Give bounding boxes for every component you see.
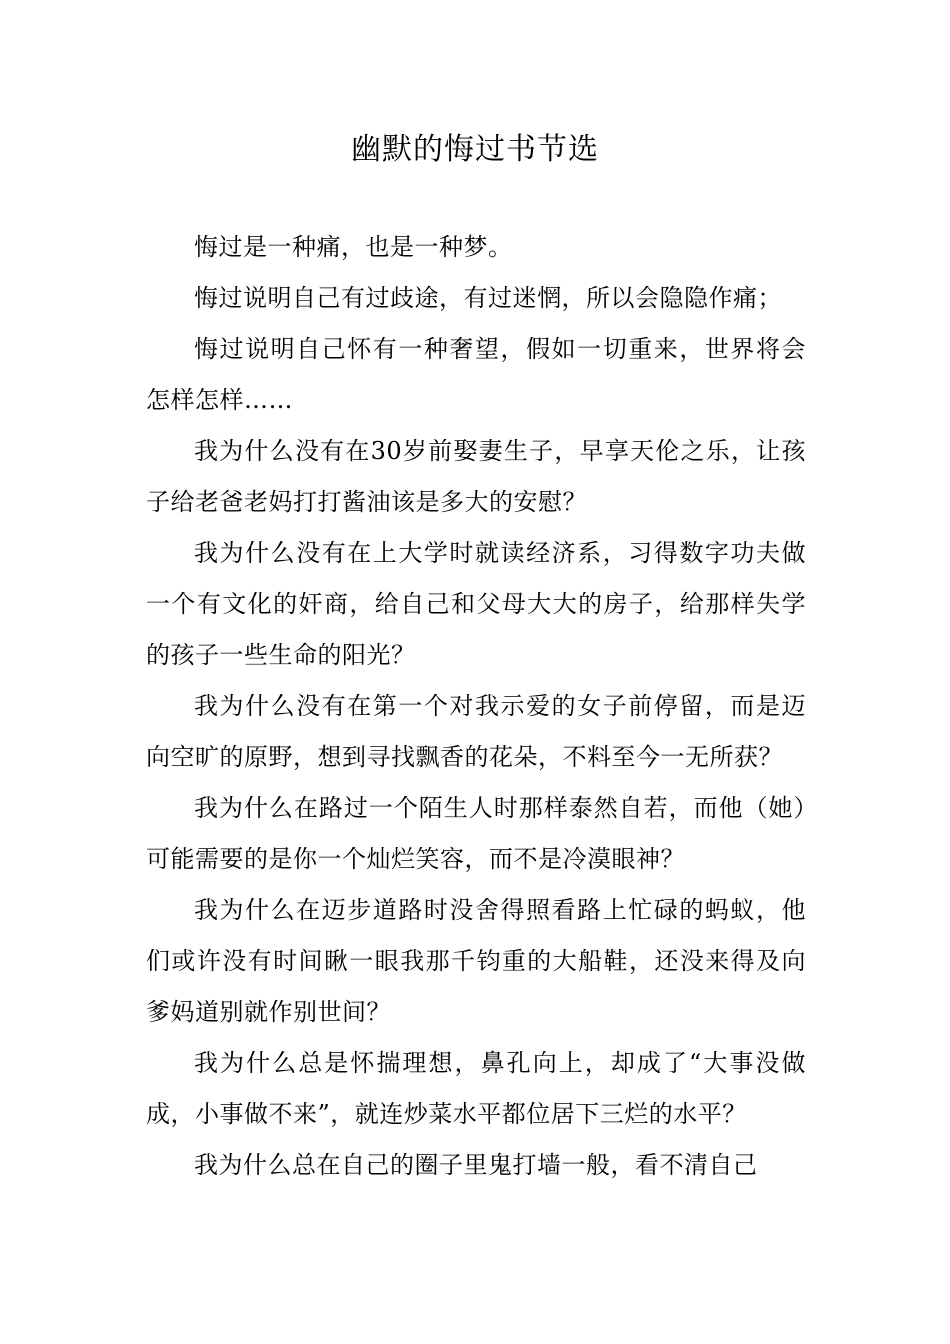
paragraph: 悔过是一种痛，也是一种梦。: [194, 233, 513, 261]
paragraph: 悔过说明自己有过歧途，有过迷惘，所以会隐隐作痛；: [194, 284, 782, 312]
paragraph: 我为什么在迈步道路时没舍得照看路上忙碌的蚂蚁，他们或许没有时间瞅一眼我那千钧重的大船鞋，还没来得及向爹妈道别就作别世间？: [146, 896, 806, 1026]
paragraph: 我为什么没有在上大学时就读经济系，习得数字功夫做一个有文化的奸商，给自己和父母大大的房子，给那样失学的孩子一些生命的阳光？: [146, 539, 806, 669]
paragraph: 我为什么没有在第一个对我示爱的女子前停留，而是迈向空旷的原野，想到寻找飘香的花朵，不料至今一无所获？: [146, 692, 806, 771]
paragraph: 我为什么总是怀揣理想，鼻孔向上，却成了“大事没做成，小事做不来”，就连炒菜水平都位居下三烂的水平？: [146, 1049, 806, 1128]
document-body: [146, 222, 806, 1191]
paragraph: 我为什么没有在30岁前娶妻生子，早享天伦之乐，让孩子给老爸老妈打打酱油该是多大的安慰？: [146, 437, 806, 516]
paragraph: 悔过说明自己怀有一种奢望，假如一切重来，世界将会怎样怎样……: [146, 335, 806, 414]
paragraph: 我为什么总在自己的圈子里鬼打墙一般，看不清自己: [194, 1151, 758, 1179]
paragraph: 我为什么在路过一个陌生人时那样泰然自若，而他（她）可能需要的是你一个灿烂笑容，而不是冷漠眼神？: [146, 794, 806, 873]
document-title: 幽默的悔过书节选: [351, 132, 599, 167]
